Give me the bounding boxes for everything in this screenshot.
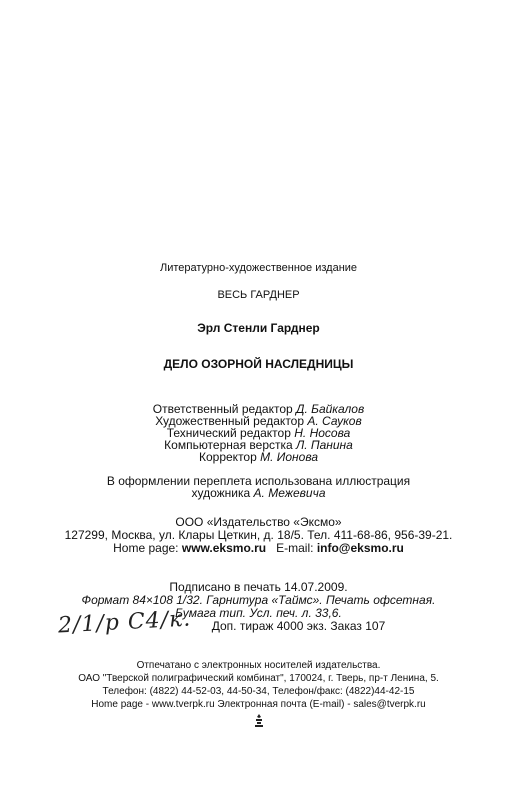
print-format: Формат 84×108 1/32. Гарнитура «Таймс». Печать офсетная.	[81, 593, 436, 607]
credit-line: Технический редактор Н. Носова	[166, 426, 351, 440]
printer-web: Home page - www.tverpk.ru Электронная почта (E-mail) - sales@tverpk.ru	[91, 699, 426, 710]
paper-info: Бумага тип. Усл. печ. л. 33,6.	[175, 606, 342, 620]
print-run: Доп. тираж 4000 экз. Заказ 107	[211, 619, 386, 633]
author-name: Эрл Стенли Гарднер	[197, 321, 320, 335]
credit-line: Корректор М. Ионова	[199, 450, 318, 464]
printer-phone: Телефон: (4822) 44-52-03, 44-50-34, Телефон/факс: (4822)44-42-15	[102, 686, 415, 697]
publisher-contacts: Home page: www.eksmo.ru E-mail: info@eksmo.ru	[113, 541, 404, 555]
publisher-address: 127299, Москва, ул. Клары Цеткин, д. 18/5. Тел. 411-68-86, 956-39-21.	[64, 528, 453, 542]
credit-line: Ответственный редактор Д. Байкалов	[152, 402, 365, 416]
book-title: ДЕЛО ОЗОРНОЙ НАСЛЕДНИЦЫ	[163, 357, 354, 371]
series-name: ВЕСЬ ГАРДНЕР	[217, 289, 300, 301]
signed-date: Подписано в печать 14.07.2009.	[169, 580, 348, 594]
handwritten-note: 2/1/p С4/к.	[57, 606, 192, 639]
printer-note: Отпечатано с электронных носителей издательства.	[136, 660, 381, 671]
cover-artist: художника А. Межевича	[191, 486, 326, 500]
edition-type: Литературно-художественное издание	[159, 262, 358, 274]
credit-line: Компьютерная верстка Л. Панина	[164, 438, 353, 452]
cover-note: В оформлении переплета использована иллюстрация	[106, 474, 411, 488]
publisher-name: ООО «Издательство «Эксмо»	[175, 515, 342, 529]
credit-line: Художественный редактор А. Сауков	[155, 414, 362, 428]
printer-name: ОАО "Тверской полиграфический комбинат", 170024, г. Тверь, пр-т Ленина, 5.	[78, 673, 439, 684]
printer-logo-icon	[254, 714, 264, 728]
